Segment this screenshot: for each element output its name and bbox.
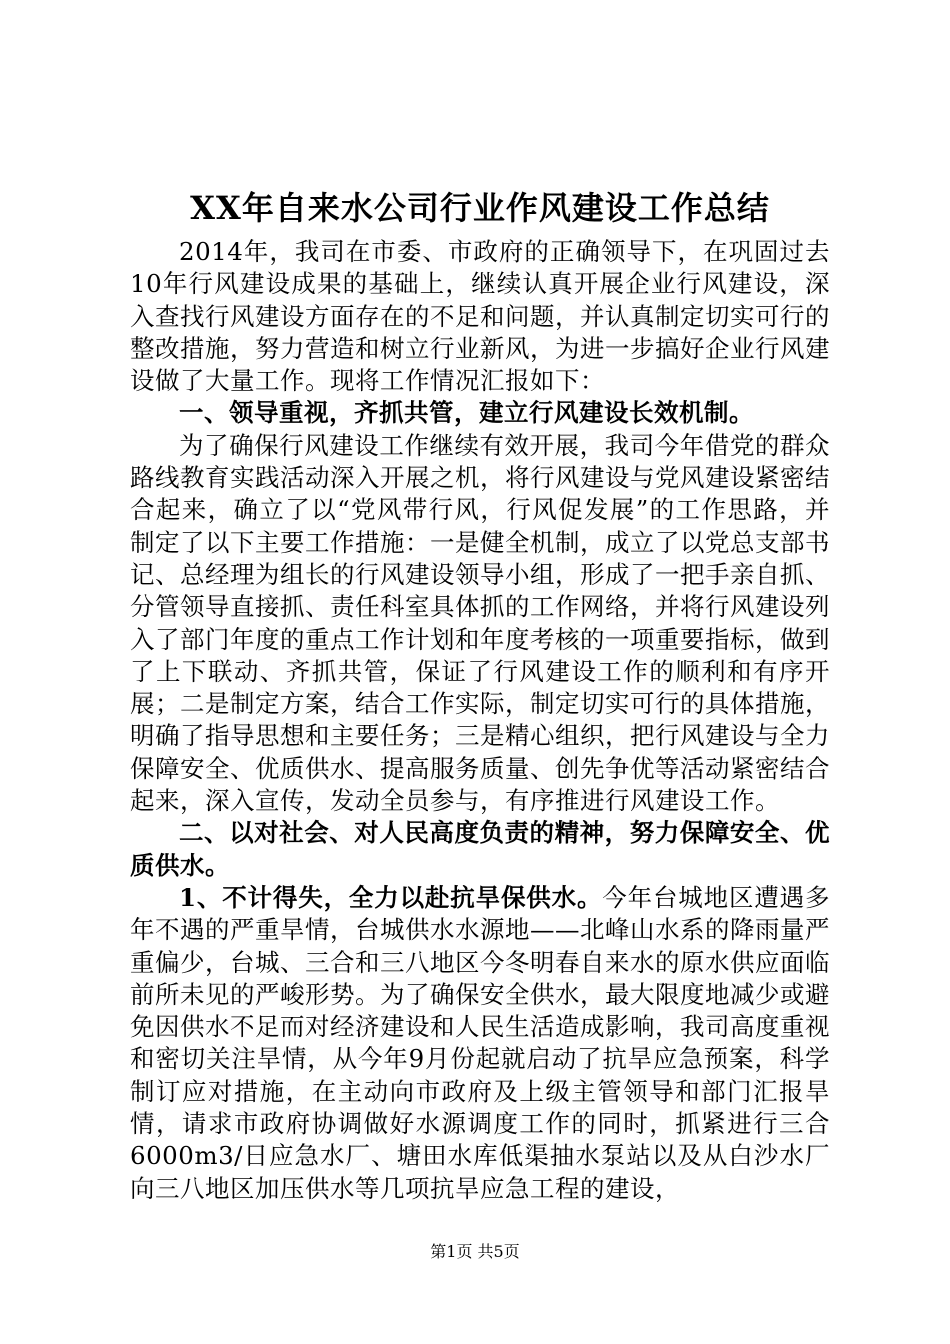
section-2-heading: 二、以对社会、对人民高度负责的精神，努力保障安全、优质供水。: [130, 818, 830, 880]
item-1-body: 今年台城地区遭遇多年不遇的严重旱情，台城供水水源地——北峰山水系的降雨量严重偏少，台城、三合和三八地区今冬明春自来水的原水供应面临前所未见的严峻形势。为了确保安全供水，最大限度地减少或避免因供水不足而对经济建设和人民生活造成影响，我司高度重视和密切关注旱情，从今年9月份起就启动了抗旱应急预案，科学制订应对措施，在主动向市政府及上级主管领导和部门汇报旱情，请求市政府协调做好水源调度工作的同时，抓紧进行三合6000m3/日应急水厂、塘田水库低渠抽水泵站以及从白沙水厂向三八地区加压供水等几项抗旱应急工程的建设，: [130, 882, 831, 1203]
item-1-lead: 1、不计得失，全力以赴抗旱保供水。: [179, 882, 603, 912]
section-1-paragraph: 为了确保行风建设工作继续有效开展，我司今年借党的群众路线教育实践活动深入开展之机，将行风建设与党风建设紧密结合起来，确立了以“党风带行风，行风促发展”的工作思路，并制定了以下主要工作措施：一是健全机制，成立了以党总支部书记、总经理为组长的行风建设领导小组，形成了一把手亲自抓、分管领导直接抓、责任科室具体抓的工作网络，并将行风建设列入了部门年度的重点工作计划和年度考核的一项重要指标，做到了上下联动、齐抓共管，保证了行风建设工作的顺利和有序开展；二是制定方案，结合工作实际，制定切实可行的具体措施，明确了指导思想和主要任务；三是精心组织，把行风建设与全力保障安全、优质供水、提高服务质量、创先争优等活动紧密结合起来，深入宣传，发动全员参与，有序推进行风建设工作。: [130, 430, 830, 816]
document-title: XX年自来水公司行业作风建设工作总结: [190, 189, 770, 227]
section-1-heading: 一、领导重视，齐抓共管，建立行风建设长效机制。: [179, 398, 754, 428]
document-body: [130, 182, 830, 1205]
intro-paragraph: 2014年，我司在市委、市政府的正确领导下，在巩固过去10年行风建设成果的基础上，继续认真开展企业行风建设，深入查找行风建设方面存在的不足和问题，并认真制定切实可行的整改措施，努力营造和树立行业新风，为进一步搞好企业行风建设做了大量工作。现将工作情况汇报如下：: [130, 237, 830, 396]
item-1-paragraph: [130, 882, 830, 1205]
page-footer: 第1页 共5页: [430, 1242, 520, 1261]
